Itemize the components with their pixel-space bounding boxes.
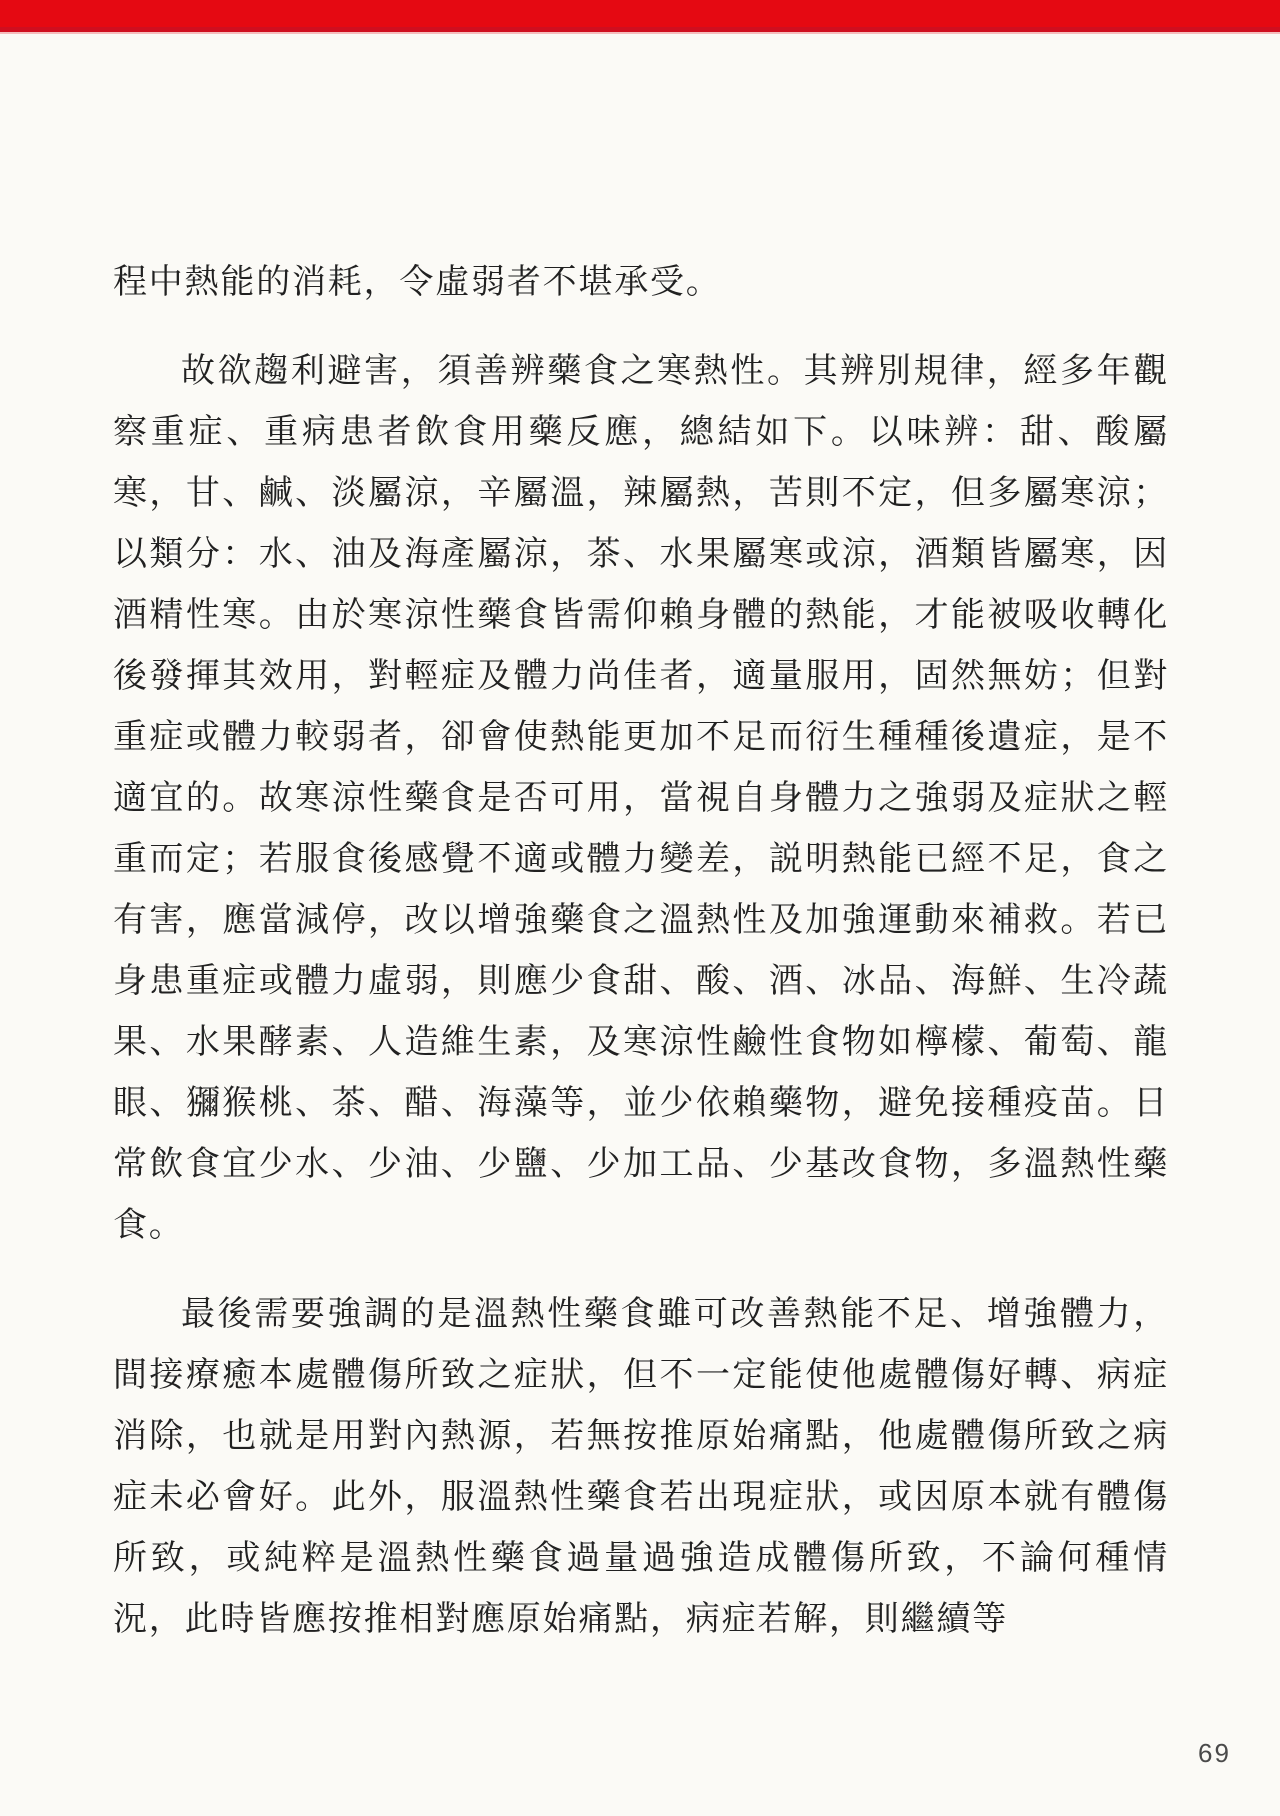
- page-text-column: [113, 252, 1169, 1678]
- paragraph: 程中熱能的消耗，令虛弱者不堪承受。: [113, 263, 722, 301]
- paragraph: 最後需要強調的是溫熱性藥食雖可改善熱能不足、增強體力，間接療癒本處體傷所致之症狀，但不一定能使他處體傷好轉、病症消除，也就是用對內熱源，若無按推原始痛點，他處體傷所致之病症未必會好。此外，服溫熱性藥食若出現症狀，或因原本就有體傷所致，或純粹是溫熱性藥食過量過強造成體傷所致，不論何種情況，此時皆應按推相對應原始痛點，病症若解，則繼續等: [113, 1295, 1169, 1638]
- page-number: 69: [1198, 1738, 1231, 1768]
- paragraph: 故欲趨利避害，須善辨藥食之寒熱性。其辨別規律，經多年觀察重症、重病患者飲食用藥反應，總結如下。以味辨：甜、酸屬寒，甘、鹹、淡屬涼，辛屬溫，辣屬熱，苦則不定，但多屬寒涼；以類分：水、油及海產屬涼，茶、水果屬寒或涼，酒類皆屬寒，因酒精性寒。由於寒涼性藥食皆需仰賴身體的熱能，才能被吸收轉化後發揮其效用，對輕症及體力尚佳者，適量服用，固然無妨；但對重症或體力較弱者，卻會使熱能更加不足而衍生種種後遺症，是不適宜的。故寒涼性藥食是否可用，當視自身體力之強弱及症狀之輕重而定；若服食後感覺不適或體力變差，説明熱能已經不足，食之有害，應當減停，改以增強藥食之溫熱性及加強運動來補救。若已身患重症或體力虛弱，則應少食甜、酸、酒、冰品、海鮮、生冷蔬果、水果酵素、人造維生素，及寒涼性鹼性食物如檸檬、葡萄、龍眼、獼猴桃、茶、醋、海藻等，並少依賴藥物，避免接種疫苗。日常飲食宜少水、少油、少鹽、少加工品、少基改食物，多溫熱性藥食。: [113, 352, 1169, 1244]
- top-banner: [0, 0, 1280, 32]
